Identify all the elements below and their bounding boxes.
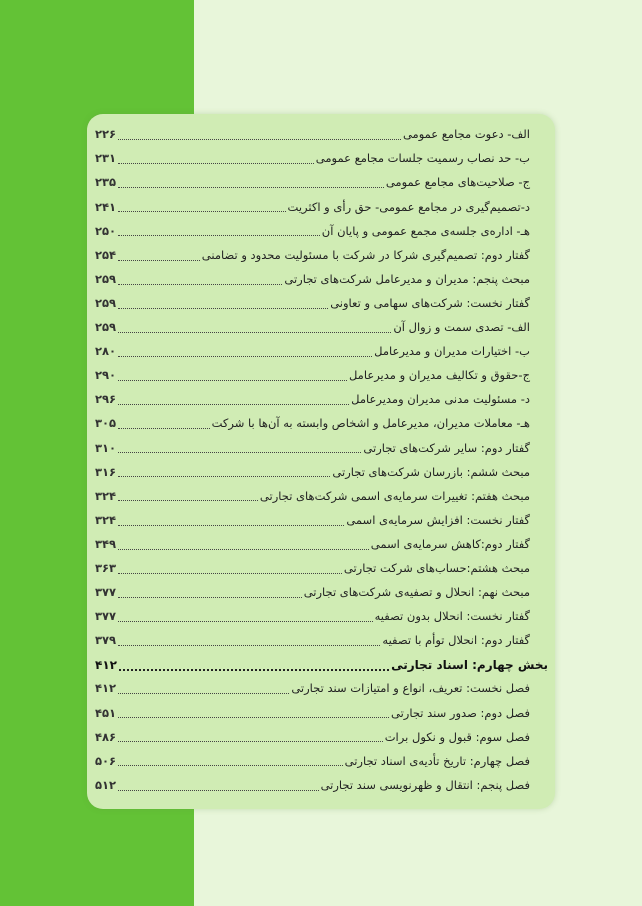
toc-entry-page-number: ۵۱۲ <box>95 777 117 792</box>
dot-leader <box>118 692 289 694</box>
toc-entry-title: فصل چهارم: تاریخ تأدیه‌ی اسناد تجارتی <box>344 753 530 768</box>
toc-entry-page-number: ۳۱۶ <box>95 464 117 479</box>
dot-leader <box>119 668 389 671</box>
dot-leader <box>118 764 343 766</box>
dot-leader <box>118 451 361 453</box>
toc-entry-page-number: ۳۴۹ <box>95 536 117 551</box>
toc-entry[interactable] <box>95 460 548 484</box>
dot-leader <box>118 572 342 574</box>
dot-leader <box>118 234 320 236</box>
dot-leader <box>118 403 349 405</box>
dot-leader <box>118 379 347 381</box>
toc-entry-title: ج- صلاحیت‌های مجامع عمومی <box>385 175 530 190</box>
dot-leader <box>118 740 383 742</box>
toc-entry[interactable] <box>95 243 548 267</box>
toc-entry-page-number: ۳۶۳ <box>95 560 117 575</box>
dot-leader <box>118 499 258 501</box>
toc-entry[interactable] <box>95 123 548 147</box>
toc-entry-title: الف- تصدی سمت و زوال آن <box>393 320 530 335</box>
toc-entry[interactable] <box>95 436 548 460</box>
dot-leader <box>118 524 344 526</box>
toc-entry[interactable] <box>95 195 548 219</box>
toc-entry[interactable] <box>95 509 548 533</box>
dot-leader <box>118 620 373 622</box>
toc-entry-title: ب- حد نصاب رسمیت جلسات مجامع عمومی <box>315 151 530 166</box>
toc-entry-page-number: ۲۹۶ <box>95 392 117 407</box>
toc-entry-page-number: ۲۳۱ <box>95 151 117 166</box>
toc-entry-page-number: ۳۷۷ <box>95 609 117 624</box>
toc-entry[interactable] <box>95 749 548 773</box>
toc-entry-title: الف- دعوت مجامع عمومی <box>402 127 530 142</box>
dot-leader <box>118 427 210 429</box>
toc-entry-title: مبحث نهم: انحلال و تصفیه‌ی شرکت‌های تجارتی <box>303 585 530 600</box>
toc-entry-page-number: ۲۵۰ <box>95 223 117 238</box>
dot-leader <box>118 307 328 309</box>
dot-leader <box>118 475 330 477</box>
toc-entry[interactable] <box>95 605 548 629</box>
toc-entry-title: فصل دوم: صدور سند تجارتی <box>391 705 530 720</box>
toc-entry[interactable] <box>95 557 548 581</box>
toc-entry[interactable] <box>95 725 548 749</box>
toc-entry-page-number: ۲۵۹ <box>95 320 117 335</box>
dot-leader <box>118 716 389 718</box>
dot-leader <box>118 259 200 261</box>
toc-entry-title: د-تصمیم‌گیری در مجامع عمومی- حق رأی و اکثریت <box>287 199 530 214</box>
toc-entry-page-number: ۴۸۶ <box>95 729 117 744</box>
dot-leader <box>118 162 314 164</box>
toc-entry-page-number: ۴۵۱ <box>95 705 117 720</box>
toc-entry-page-number: ۲۳۵ <box>95 175 117 190</box>
toc-entry-page-number: ۳۰۵ <box>95 416 117 431</box>
toc-entry-page-number: ۳۲۴ <box>95 488 117 503</box>
dot-leader <box>118 789 319 791</box>
toc-entry-page-number: ۳۷۷ <box>95 585 117 600</box>
toc-entry[interactable] <box>95 388 548 412</box>
toc-entry[interactable] <box>95 219 548 243</box>
toc-entry-page-number: ۳۲۴ <box>95 512 117 527</box>
toc-entry-title: گفتار نخست: افزایش سرمایه‌ی اسمی <box>346 512 530 527</box>
toc-entry-title: د- مسئولیت مدنی مدیران ومدیرعامل <box>351 392 530 407</box>
toc-entry-title: بخش چهارم: اسناد تجارتی <box>391 658 548 673</box>
toc-entry[interactable] <box>95 774 548 798</box>
toc-entry-title: گفتار دوم: سایر شرکت‌های تجارتی <box>363 440 530 455</box>
toc-entry[interactable] <box>95 268 548 292</box>
toc-entry-title: فصل پنجم: انتقال و ظهرنویسی سند تجارتی <box>320 777 530 792</box>
dot-leader <box>118 138 401 140</box>
toc-entry[interactable] <box>95 484 548 508</box>
toc-entry-page-number: ۳۱۰ <box>95 440 117 455</box>
toc-entry-title: گفتار دوم: تصمیم‌گیری شرکا در شرکت با مسئولیت محدود و تضامنی <box>201 247 530 262</box>
toc-entry[interactable] <box>95 701 548 725</box>
table-of-contents <box>95 123 548 798</box>
toc-entry[interactable] <box>95 533 548 557</box>
toc-entry[interactable] <box>95 677 548 701</box>
toc-entry[interactable] <box>95 629 548 653</box>
toc-entry[interactable] <box>95 581 548 605</box>
toc-entry-page-number: ۴۱۲ <box>95 658 117 673</box>
dot-leader <box>118 283 282 285</box>
toc-entry-page-number: ۴۱۲ <box>95 681 117 696</box>
toc-entry-page-number: ۲۹۰ <box>95 368 117 383</box>
dot-leader <box>118 355 372 357</box>
toc-entry-title: فصل سوم: قبول و نکول برات <box>384 729 530 744</box>
toc-entry-title: هـ- معاملات مدیران، مدیرعامل و اشخاص وابسته به آن‌ها با شرکت <box>211 416 530 431</box>
toc-entry-page-number: ۲۲۶ <box>95 127 117 142</box>
toc-entry[interactable] <box>95 147 548 171</box>
toc-entry[interactable] <box>95 292 548 316</box>
toc-entry-page-number: ۲۵۴ <box>95 247 117 262</box>
toc-entry-title: مبحث پنجم: مدیران و مدیرعامل شرکت‌های تجارتی <box>284 271 530 286</box>
toc-entry[interactable] <box>95 171 548 195</box>
toc-entry-page-number: ۲۸۰ <box>95 344 117 359</box>
toc-entry-page-number: ۲۵۹ <box>95 271 117 286</box>
dot-leader <box>118 644 380 646</box>
toc-entry-title: گفتار نخست: شرکت‌های سهامی و تعاونی <box>330 295 530 310</box>
toc-entry-page-number: ۵۰۶ <box>95 753 117 768</box>
dot-leader <box>118 596 302 598</box>
toc-part-heading[interactable] <box>95 653 548 677</box>
dot-leader <box>118 548 369 550</box>
dot-leader <box>118 186 384 188</box>
toc-entry[interactable] <box>95 364 548 388</box>
toc-entry-title: مبحث هفتم: تغییرات سرمایه‌ی اسمی شرکت‌های تجارتی <box>259 488 530 503</box>
toc-entry[interactable] <box>95 412 548 436</box>
toc-entry-title: مبحث هشتم:حساب‌های شرکت تجارتی <box>343 560 530 575</box>
toc-entry-page-number: ۳۷۹ <box>95 633 117 648</box>
toc-entry-title: فصل نخست: تعریف، انواع و امتیازات سند تجارتی <box>291 681 530 696</box>
toc-entry-page-number: ۲۴۱ <box>95 199 117 214</box>
toc-entry-title: گفتار دوم: انحلال توأم با تصفیه <box>382 633 530 648</box>
toc-entry-title: گفتار دوم:کاهش سرمایه‌ی اسمی <box>370 536 530 551</box>
toc-entry[interactable] <box>95 316 548 340</box>
toc-entry-title: ج-حقوق و تکالیف مدیران و مدیرعامل <box>348 368 530 383</box>
toc-entry-title: هـ- اداره‌ی جلسه‌ی مجمع عمومی و پایان آن <box>321 223 530 238</box>
dot-leader <box>118 210 285 212</box>
toc-entry-title: ب- اختیارات مدیران و مدیرعامل <box>374 344 530 359</box>
toc-entry-page-number: ۲۵۹ <box>95 295 117 310</box>
toc-entry-title: مبحث ششم: بازرسان شرکت‌های تجارتی <box>332 464 530 479</box>
toc-entry-title: گفتار نخست: انحلال بدون تصفیه <box>374 609 530 624</box>
dot-leader <box>118 331 391 333</box>
toc-entry[interactable] <box>95 340 548 364</box>
